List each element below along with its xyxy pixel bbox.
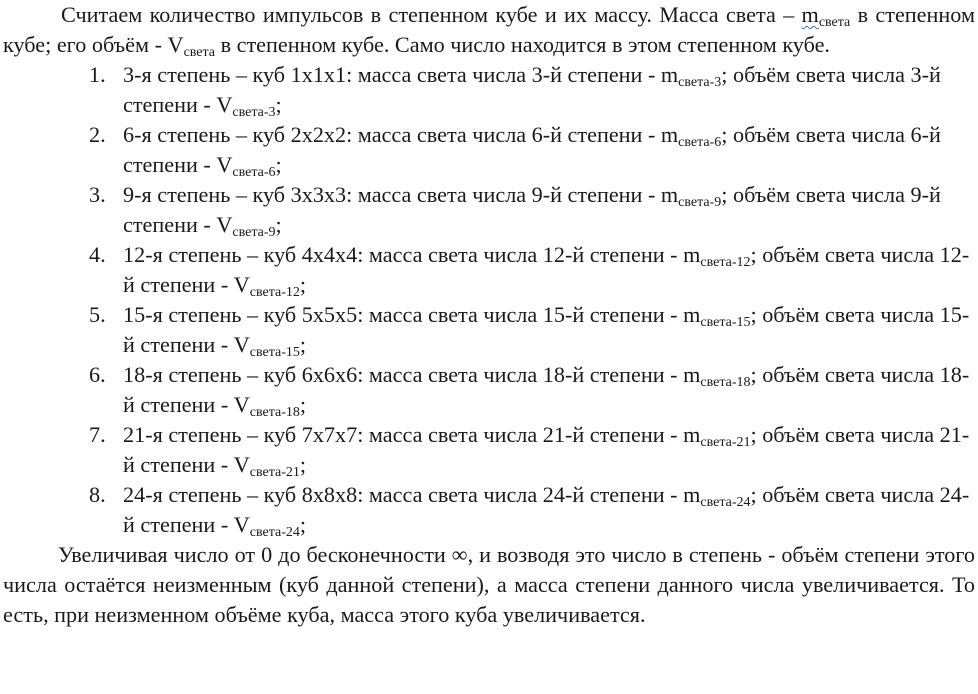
list-item-mid: ; объём света числа 12-й степени - V <box>123 242 970 297</box>
list-item <box>3 480 975 540</box>
list-item-main: 21-я степень – куб 7x7x7: масса света числа 21-й степени - m <box>123 422 701 447</box>
list-item-main: 3-я степень – куб 1x1x1: масса света числа 3-й степени - m <box>123 62 679 87</box>
mass-symbol: m <box>801 2 819 27</box>
mass-subscript: света-9 <box>678 195 722 210</box>
list-item-end: ; <box>299 332 307 357</box>
intro-text-3: в степенном кубе. Само число находится в этом степенном кубе. <box>215 32 830 57</box>
list-item-mid: ; объём света числа 24-й степени - V <box>123 482 970 537</box>
list-item-mid: ; объём света числа 18-й степени - V <box>123 362 970 417</box>
volume-subscript: света-15 <box>249 345 300 360</box>
list-item <box>3 60 975 120</box>
list-item <box>3 180 975 240</box>
mass-subscript: света-12 <box>700 255 751 270</box>
list-item <box>3 300 975 360</box>
list-item-end: ; <box>275 92 282 117</box>
list-item <box>3 360 975 420</box>
mass-subscript: света-15 <box>700 315 751 330</box>
intro-text-2: в степенном кубе; его объём - V <box>3 2 975 57</box>
list-item <box>3 240 975 300</box>
list-item-main: 6-я степень – куб 2x2x2: масса света числа 6-й степени - m <box>123 122 679 147</box>
list-item-end: ; <box>275 152 282 177</box>
volume-subscript: света-24 <box>249 525 300 540</box>
volume-subscript: света-6 <box>232 165 276 180</box>
list-item-end: ; <box>299 392 307 417</box>
list-item-end: ; <box>299 452 307 477</box>
conclusion-paragraph: Увеличивая число от 0 до бесконечности ∞, и возводя это число в степень - объём степени этого числа остаётся неизменным (куб данной степени), а масса степени данного числа увеличивается. То есть, при неизменном объёме куба, масса этого куба увеличивается. <box>3 542 975 627</box>
list-item-mid: ; объём света числа 6-й степени - V <box>123 122 941 177</box>
list-item-number: 1. <box>89 62 106 87</box>
volume-subscript: света <box>183 45 216 60</box>
mass-subscript: света-3 <box>678 75 722 90</box>
list-item-end: ; <box>299 272 307 297</box>
intro-text: Считаем количество импульсов в степенном кубе и их массу. Масса света – <box>61 2 802 27</box>
volume-subscript: света-12 <box>249 285 300 300</box>
list-item-main: 9-я степень – куб 3x3x3: масса света числа 9-й степени - m <box>123 182 679 207</box>
mass-subscript: света-24 <box>700 495 751 510</box>
powers-list <box>3 60 975 540</box>
document-page <box>3 0 975 630</box>
volume-subscript: света-18 <box>249 405 300 420</box>
list-item-end: ; <box>299 512 307 537</box>
mass-subscript: света-21 <box>700 435 751 450</box>
mass-subscript: света <box>818 15 851 30</box>
list-item-mid: ; объём света числа 15-й степени - V <box>123 302 970 357</box>
mass-subscript: света-18 <box>700 375 751 390</box>
volume-subscript: света-21 <box>249 465 300 480</box>
list-item-number: 7. <box>89 422 106 447</box>
list-item <box>3 420 975 480</box>
list-item-main: 15-я степень – куб 5x5x5: масса света числа 15-й степени - m <box>123 302 701 327</box>
list-item-mid: ; объём света числа 3-й степени - V <box>123 62 941 117</box>
mass-subscript: света-6 <box>678 135 722 150</box>
list-item-number: 5. <box>89 302 106 327</box>
list-item-number: 4. <box>89 242 106 267</box>
list-item-end: ; <box>275 212 282 237</box>
intro-paragraph <box>3 0 975 60</box>
list-item-number: 8. <box>89 482 106 507</box>
list-item <box>3 120 975 180</box>
list-item-mid: ; объём света числа 21-й степени - V <box>123 422 970 477</box>
list-item-number: 2. <box>89 122 106 147</box>
list-item-number: 3. <box>89 182 106 207</box>
list-item-main: 24-я степень – куб 8x8x8: масса света числа 24-й степени - m <box>123 482 701 507</box>
list-item-mid: ; объём света числа 9-й степени - V <box>123 182 941 237</box>
list-item-number: 6. <box>89 362 106 387</box>
volume-subscript: света-3 <box>232 105 276 120</box>
volume-subscript: света-9 <box>232 225 276 240</box>
list-item-main: 18-я степень – куб 6x6x6: масса света числа 18-й степени - m <box>123 362 701 387</box>
list-item-main: 12-я степень – куб 4x4x4: масса света числа 12-й степени - m <box>123 242 701 267</box>
